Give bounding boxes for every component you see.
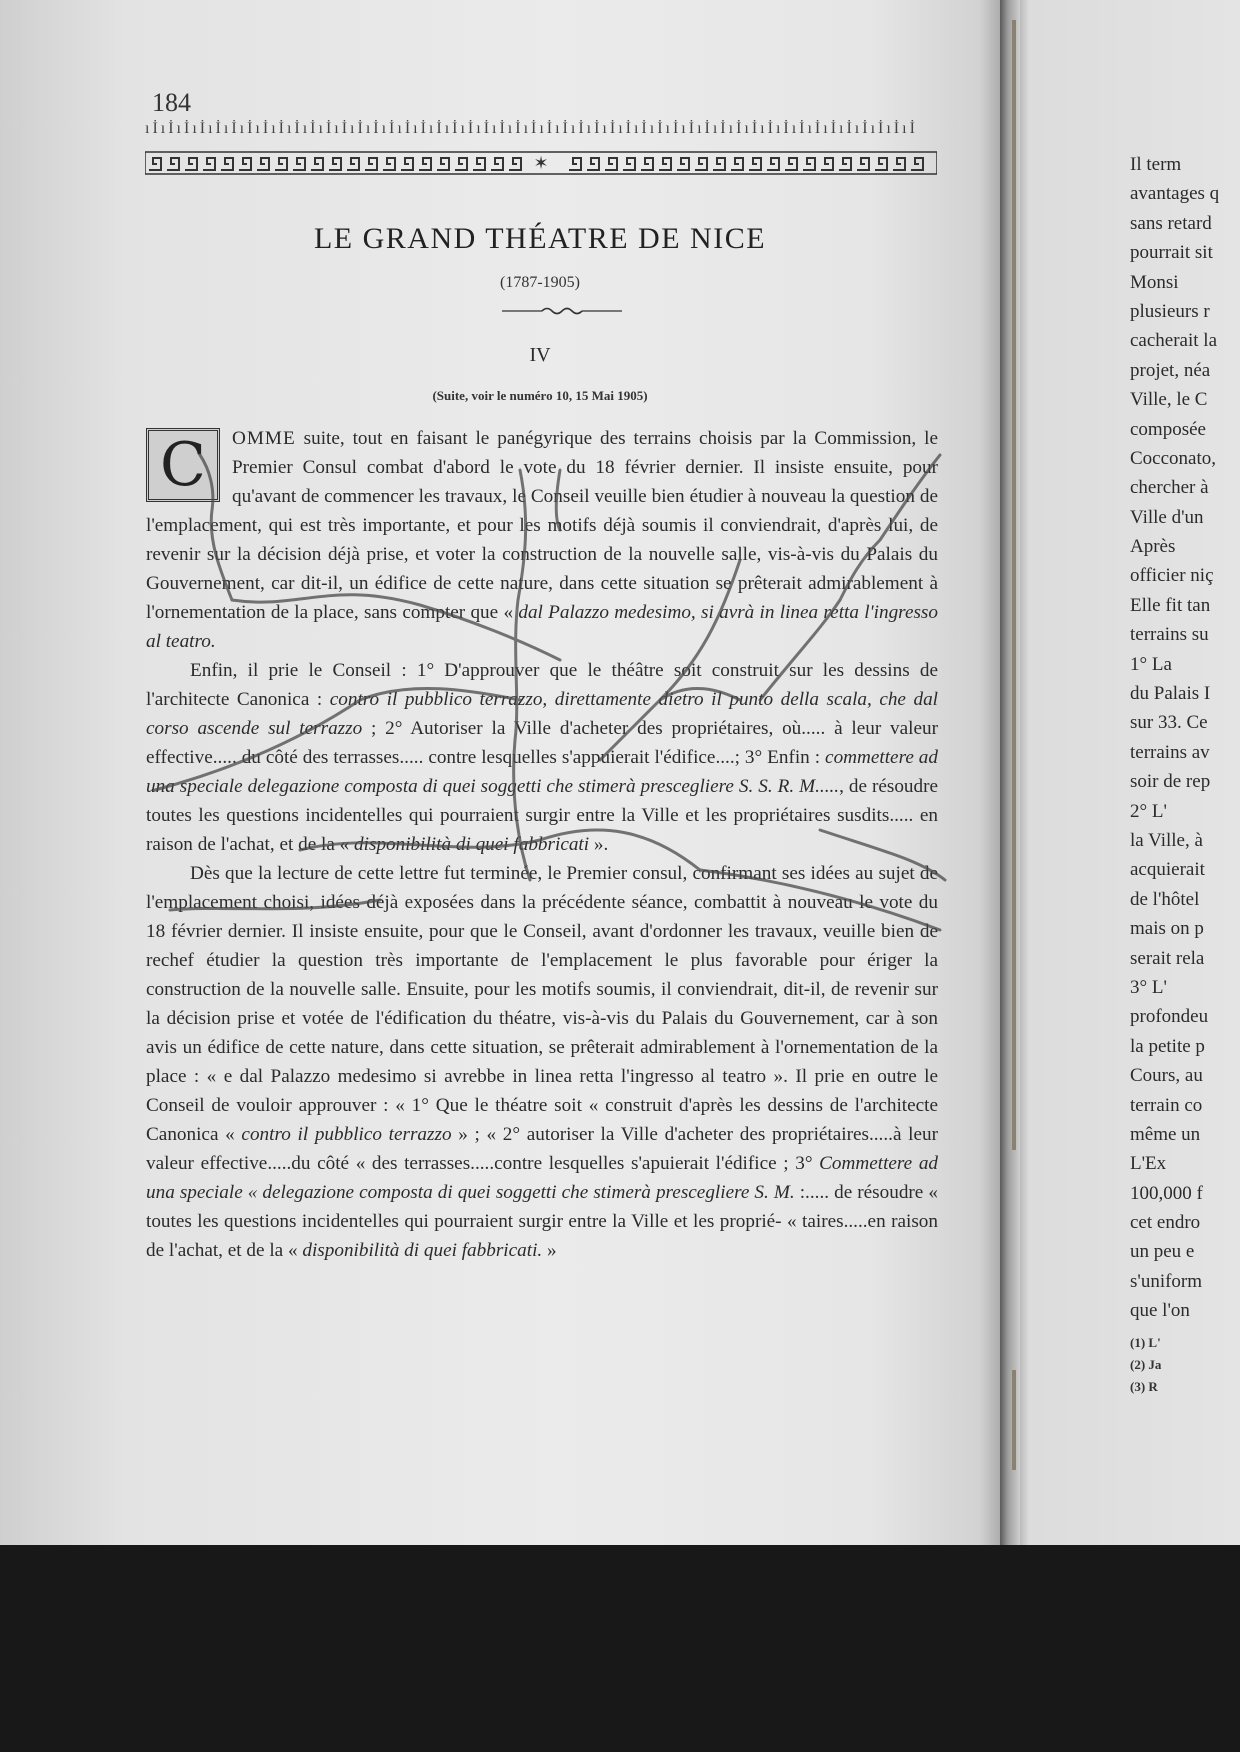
- right-page-line: acquierait: [1130, 859, 1205, 881]
- right-page-line: la Ville, à: [1130, 829, 1203, 851]
- right-page-line: projet, néa: [1130, 359, 1211, 381]
- article-body: [146, 424, 938, 1265]
- right-page-line: Cours, au: [1130, 1065, 1203, 1087]
- page-number: 184: [152, 88, 191, 117]
- right-page-line: sur 33. Ce: [1130, 712, 1208, 734]
- right-page-line: pourrait sit: [1130, 242, 1213, 264]
- paragraph-2: Enfin, il prie le Conseil : 1° D'approuver que le théâtre soit construit sur les dessins de l'architecte Canonica : contro il pubblico terrazzo, direttamente dietro il punto della scala, che dal corso ascende sul terrazzo ; 2° Autoriser la Ville d'acheter des propriétaires, où..... à leur valeur effective..... du côté des terrasses..... contre lesquelles s'appuierait l'édifice....; 3° Enfin : commettere ad una speciale delegazione composta di quei soggetti che stimerà prescegliere S. S. R. M....., de résoudre toutes les questions incidentelles qui pourraient surgir entre la Ville et les propriétaires susdits..... en raison de l'achat, et de la « disponibilità di quei fabbricati ».: [146, 660, 939, 855]
- right-page-line: chercher à: [1130, 477, 1209, 499]
- continuation-note: (Suite, voir le numéro 10, 15 Mai 1905): [432, 388, 648, 403]
- right-page-lines: [1130, 150, 1240, 1326]
- right-page-line: officier niç: [1130, 565, 1214, 587]
- right-page-line: terrains av: [1130, 741, 1210, 763]
- right-page-line: terrain co: [1130, 1094, 1203, 1116]
- right-page-line: terrains su: [1130, 624, 1209, 646]
- right-page-line: Monsi: [1130, 271, 1179, 293]
- right-page-line: Ville, le C: [1130, 389, 1208, 411]
- right-page-line: s'uniform: [1130, 1270, 1203, 1292]
- right-page-footnote: (1) L': [1130, 1334, 1161, 1350]
- right-page-fragment: [1130, 150, 1240, 1430]
- binding-thread: [1012, 20, 1016, 1150]
- right-page-line: plusieurs r: [1130, 300, 1210, 322]
- right-page-footnote: (2) Ja: [1130, 1356, 1162, 1372]
- right-page-line: L'Ex: [1130, 1153, 1167, 1175]
- right-page-line: cet endro: [1130, 1212, 1201, 1234]
- right-page-line: soir de rep: [1130, 771, 1211, 793]
- ornament-border-top: ıİıİıİıİıİıİıİıİıİıİıİıİıİıİıİıİıİıİıİıİıİıİıİıİıİıİıİıİıİıİıİıİıİıİıİıİıİıİıİıİıİıİıİıİıİıİıİıİıİ: [145, 120, 918, 137]
- left-page: [140, 80, 940, 1520]
- right-page-line: la petite p: [1130, 1035, 1205, 1057]
- right-page-line: cacherait la: [1130, 330, 1218, 352]
- right-page-line: de l'hôtel: [1130, 888, 1200, 910]
- svg-text:✶: ✶: [533, 153, 549, 174]
- right-page-line: Cocconato,: [1130, 447, 1217, 469]
- right-page-line: 2° L': [1130, 800, 1167, 822]
- right-page-footnote: (3) R: [1130, 1378, 1158, 1394]
- right-page-footnotes: [1130, 1332, 1240, 1398]
- right-page-line: mais on p: [1130, 918, 1204, 940]
- right-page-line: un peu e: [1130, 1241, 1195, 1263]
- decorative-rule: [502, 306, 622, 316]
- drop-cap-letter: C: [146, 428, 220, 502]
- right-page-line: Ville d'un: [1130, 506, 1204, 528]
- article-dates: (1787-1905): [500, 274, 580, 291]
- right-page-line: même un: [1130, 1123, 1201, 1145]
- right-page-line: 100,000 f: [1130, 1182, 1203, 1204]
- ornament-band: [145, 150, 937, 176]
- right-page-line: serait rela: [1130, 947, 1205, 969]
- right-page-line: composée: [1130, 418, 1206, 440]
- right-page-line: Il term: [1130, 154, 1182, 175]
- right-page-line: 3° L': [1130, 976, 1167, 998]
- binding-thread-lower: [1012, 1370, 1016, 1470]
- right-page-line: que l'on: [1130, 1300, 1190, 1322]
- scan-background-dark: [0, 1545, 1240, 1752]
- book-gutter: [1000, 0, 1020, 1545]
- right-page-line: avantages q: [1130, 183, 1220, 205]
- right-page-line: profondeu: [1130, 1006, 1209, 1028]
- right-page-line: sans retard: [1130, 212, 1212, 234]
- right-page-line: du Palais I: [1130, 683, 1211, 705]
- right-page-line: Elle fit tan: [1130, 594, 1211, 616]
- right-page-line: 1° La: [1130, 653, 1172, 675]
- article-title: LE GRAND THÉATRE DE NICE: [313, 222, 767, 255]
- paragraph-1: C OMME suite, tout en faisant le panégyrique des terrains choisis par la Commission, le Premier Consul combat d'abord le vote du 18 février dernier. Il insiste ensuite, pour qu'avant de commencer les travaux, le Conseil veuille bien étudier à nouveau la question de l'emplacement, qui est très importante, et pour les motifs déjà soumis il conviendrait, d'après lui, de revenir sur la décision déjà prise, et voter la construction de la nouvelle salle, vis-à-vis du Palais du Gouvernement, car dit-il, un édifice de cette nature, dans cette situation se prêterait admirablement à l'ornementation de la place, sans compter que « dal Palazzo medesimo, si avrà in linea retta l'ingresso al teatro.: [146, 428, 938, 652]
- paragraph-3: Dès que la lecture de cette lettre fut terminée, le Premier consul, confirmant ses idées au sujet de l'emplacement choisi, idées déjà exposées dans la précédente séance, combattit à nouveau le vote du 18 février dernier. Il insiste ensuite, pour que le Conseil, avant d'ordonner les travaux, veuille bien de rechef étudier la question très importante de l'emplacement le plus favorable pour ériger la construction de la nouvelle salle. Ensuite, pour les motifs soumis, il conviendrait, dit-il, de revenir sur la décision prise et votée de l'édification du théatre, vis-à-vis du Palais du Gouvernement, car à son avis un édifice de cette nature, dans cette situation, se prêterait admirablement à l'ornementation de la place : « e dal Palazzo medesimo si avrebbe in linea retta l'ingresso al teatro ». Il prie en outre le Conseil de vouloir approuver : « 1° Que le théatre soit « construit d'après les dessins de l'architecte Canonica « contro il pubblico terrazzo » ; « 2° autoriser la Ville d'acheter des propriétaires.....à leur valeur effective.....du côté « des terrasses.....contre lesquelles s'apuierait l'édifice ; 3° Commettere ad una speciale « delegazione composta di quei soggetti che stimerà prescegliere S. M. :..... de résoudre « toutes les questions incidentelles qui pourraient surgir entre la Ville et les proprié- « taires.....en raison de l'achat, et de la « disponibilità di quei fabbricati. »: [146, 863, 939, 1261]
- section-number: IV: [529, 344, 551, 366]
- right-page-line: Après: [1130, 536, 1176, 558]
